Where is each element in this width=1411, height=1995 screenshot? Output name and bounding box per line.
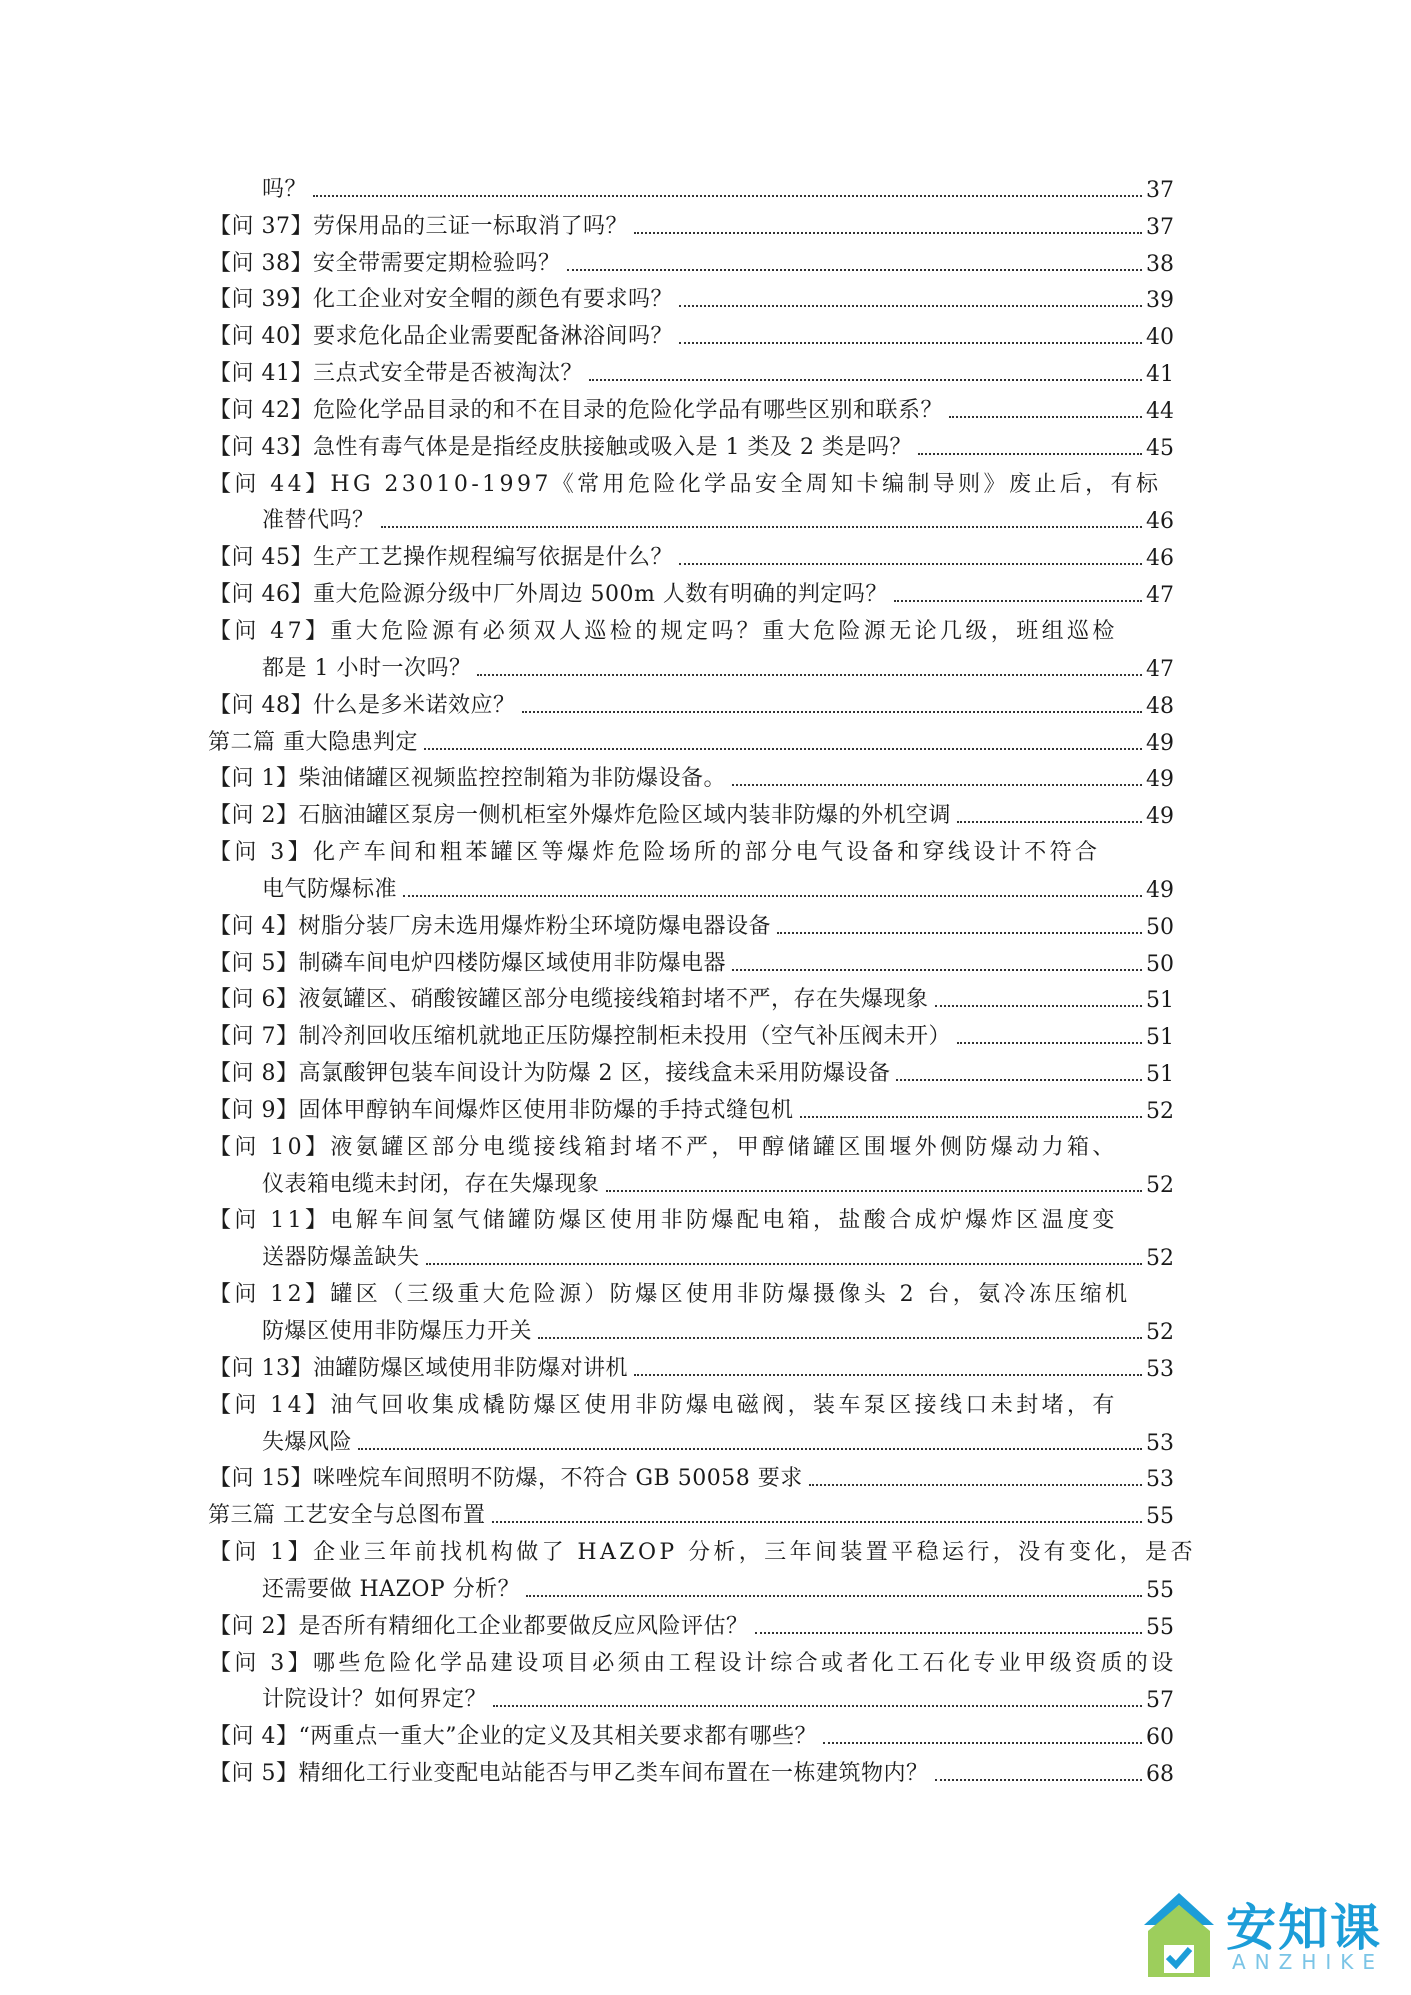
dot-leader	[477, 674, 1142, 676]
toc-entry-title: 【问 42】危险化学品目录的和不在目录的危险化学品有哪些区别和联系？	[209, 397, 943, 423]
toc-page-number: 52	[1146, 1098, 1174, 1124]
toc-entry[interactable]	[209, 1275, 1174, 1312]
dot-leader	[809, 1484, 1142, 1486]
toc-page-number: 53	[1146, 1467, 1174, 1493]
dot-leader	[426, 1263, 1142, 1265]
logo-name: 安知课	[1226, 1899, 1382, 1957]
toc-entry-title: 防爆区使用非防爆压力开关	[262, 1319, 533, 1344]
toc-entry[interactable]	[209, 981, 1174, 1018]
dot-leader	[358, 1448, 1142, 1450]
toc-entry-title: 【问 2】是否所有精细化工企业都要做反应风险评估？	[209, 1613, 749, 1639]
toc-page-number: 37	[1146, 214, 1174, 240]
dot-leader	[732, 784, 1142, 786]
dot-leader	[935, 1779, 1143, 1781]
toc-entry-title: 【问 6】液氨罐区、硝酸铵罐区部分电缆接线箱封堵不严，存在失爆现象	[209, 987, 929, 1013]
toc-entry-title: 送器防爆盖缺失	[262, 1245, 420, 1271]
toc-entry[interactable]	[209, 317, 1174, 354]
dot-leader	[634, 1374, 1142, 1376]
toc-entry-title: 【问 4】树脂分装厂房未选用爆炸粉尘环境防爆电器设备	[209, 913, 771, 939]
toc-entry-title: 【问 1】柴油储罐区视频监控控制箱为非防爆设备。	[209, 766, 726, 792]
toc-entry[interactable]	[209, 207, 1174, 244]
toc-entry-title: 【问 11】电解车间氢气储罐防爆区使用非防爆配电箱，盐酸合成炉爆炸区温度变	[209, 1208, 1118, 1234]
toc-entry-title: 【问 2】石脑油罐区泵房一侧机柜室外爆炸危险区域内装非防爆的外机空调	[209, 803, 951, 829]
toc-entry[interactable]	[262, 1165, 1174, 1202]
dot-leader	[606, 1190, 1142, 1192]
toc-entry[interactable]	[209, 538, 1174, 575]
toc-entry[interactable]	[262, 170, 1174, 207]
toc-entry[interactable]	[209, 575, 1174, 612]
dot-leader	[949, 416, 1142, 418]
toc-entry-title: 计院设计？如何界定？	[262, 1687, 488, 1713]
toc-page-number: 52	[1146, 1320, 1174, 1345]
toc-entry-title: 【问 47】重大危险源有必须双人巡检的规定吗？重大危险源无论几级，班组巡检	[209, 618, 1118, 644]
toc-entry[interactable]	[209, 1091, 1174, 1128]
toc-entry-title: 【问 9】固体甲醇钠车间爆炸区使用非防爆的手持式缝包机	[209, 1097, 794, 1123]
toc-page-number: 49	[1146, 767, 1174, 793]
toc-entry[interactable]	[209, 1717, 1174, 1754]
toc-entry[interactable]	[262, 1681, 1174, 1718]
toc-entry[interactable]	[209, 686, 1174, 723]
dot-leader	[957, 821, 1142, 823]
dot-leader	[918, 453, 1142, 455]
dot-leader	[381, 526, 1142, 528]
dot-leader	[492, 1521, 1143, 1523]
toc-entry-title: 【问 3】哪些危险化学品建设项目必须由工程设计综合或者化工石化专业甲级资质的设	[209, 1650, 1177, 1676]
toc-page-number: 40	[1146, 325, 1174, 351]
toc-entry[interactable]	[209, 760, 1174, 797]
toc-entry-title: 吗？	[262, 176, 308, 202]
toc-entry-title: 【问 10】液氨罐区部分电缆接线箱封堵不严，甲醇储罐区围堰外侧防爆动力箱、	[209, 1134, 1118, 1160]
toc-chapter[interactable]	[208, 723, 1174, 760]
toc-entry-title: 【问 40】要求危化品企业需要配备淋浴间吗？	[209, 324, 673, 350]
toc-entry-title: 【问 4】“两重点一重大”企业的定义及其相关要求都有哪些？	[209, 1724, 817, 1750]
toc-entry-title: 失爆风险	[262, 1429, 353, 1455]
toc-page-number: 41	[1146, 362, 1174, 388]
toc-entry[interactable]	[209, 1386, 1174, 1423]
toc-entry-title: 【问 44】HG 23010-1997《常用危险化学品安全周知卡编制导则》废止后，有标	[209, 471, 1162, 497]
toc-entry-title: 还需要做 HAZOP 分析？	[262, 1576, 521, 1602]
dot-leader	[679, 305, 1142, 307]
toc-entry-title: 【问 5】精细化工行业变配电站能否与甲乙类车间布置在一栋建筑物内？	[209, 1761, 929, 1787]
toc-entry[interactable]	[209, 1128, 1174, 1165]
dot-leader	[634, 232, 1142, 234]
toc-entry[interactable]	[209, 244, 1174, 281]
dot-leader	[313, 195, 1142, 197]
toc-page-number: 37	[1146, 177, 1174, 203]
toc-page-number: 52	[1146, 1246, 1174, 1272]
dot-leader	[589, 379, 1142, 381]
dot-leader	[896, 1079, 1142, 1081]
toc-page-number: 48	[1146, 693, 1174, 719]
toc-entry[interactable]	[209, 391, 1174, 428]
toc-entry-title: 【问 8】高氯酸钾包装车间设计为防爆 2 区，接线盒未采用防爆设备	[209, 1061, 891, 1087]
toc-entry[interactable]	[209, 944, 1174, 981]
table-of-contents	[0, 170, 1411, 1791]
toc-entry-title: 【问 1】企业三年前找机构做了 HAZOP 分析，三年间装置平稳运行，没有变化，是否	[209, 1540, 1196, 1566]
toc-page-number: 60	[1146, 1725, 1174, 1751]
toc-entry[interactable]	[209, 1349, 1174, 1386]
toc-entry-title: 【问 12】罐区（三级重大危险源）防爆区使用非防爆摄像头 2 台，氨冷冻压缩机	[209, 1282, 1131, 1308]
toc-page-number: 51	[1146, 988, 1174, 1014]
toc-entry-title: 第三篇 工艺安全与总图布置	[208, 1503, 486, 1529]
toc-entry[interactable]	[209, 428, 1174, 465]
toc-entry[interactable]	[262, 649, 1174, 686]
toc-entry[interactable]	[209, 1054, 1174, 1091]
toc-entry[interactable]	[209, 612, 1174, 649]
dot-leader	[493, 1705, 1142, 1707]
toc-page-number: 49	[1146, 730, 1174, 756]
toc-entry-title: 第二篇 重大隐患判定	[208, 729, 418, 755]
toc-entry[interactable]	[209, 796, 1174, 833]
toc-entry-title: 【问 7】制冷剂回收压缩机就地正压防爆控制柜未投用（空气补压阀未开）	[209, 1024, 951, 1050]
toc-page-number: 50	[1146, 951, 1174, 977]
toc-entry[interactable]	[209, 1644, 1177, 1681]
toc-page-number: 39	[1146, 288, 1174, 314]
toc-page-number: 46	[1146, 509, 1174, 535]
toc-entry[interactable]	[209, 907, 1174, 944]
dot-leader	[403, 895, 1142, 897]
toc-page-number: 55	[1146, 1504, 1174, 1530]
toc-page-number: 47	[1146, 583, 1174, 609]
toc-page-number: 53	[1146, 1356, 1174, 1382]
toc-entry-title: 【问 39】化工企业对安全帽的颜色有要求吗？	[209, 287, 673, 313]
dot-leader	[823, 1742, 1142, 1744]
dot-leader	[935, 1005, 1143, 1007]
toc-entry[interactable]	[209, 281, 1174, 318]
toc-entry-title: 【问 45】生产工艺操作规程编写依据是什么？	[209, 545, 673, 571]
dot-leader	[894, 600, 1142, 602]
toc-entry[interactable]	[262, 1423, 1174, 1460]
toc-page-number: 46	[1146, 546, 1174, 572]
dot-leader	[755, 1632, 1143, 1634]
dot-leader	[538, 1337, 1142, 1339]
toc-entry-title: 都是 1 小时一次吗？	[262, 655, 472, 681]
toc-entry-title: 【问 13】油罐防爆区域使用非防爆对讲机	[209, 1355, 628, 1381]
toc-page-number: 53	[1146, 1430, 1174, 1456]
toc-entry-title: 【问 37】劳保用品的三证一标取消了吗？	[209, 213, 628, 239]
dot-leader	[567, 269, 1143, 271]
toc-page-number: 44	[1146, 398, 1174, 424]
toc-page-number: 55	[1146, 1577, 1174, 1603]
dot-leader	[800, 1116, 1143, 1118]
toc-entry[interactable]	[209, 1017, 1174, 1054]
toc-entry-title: 仪表箱电缆未封闭，存在失爆现象	[262, 1171, 600, 1197]
toc-entry[interactable]	[209, 1460, 1174, 1497]
toc-page-number: 57	[1146, 1688, 1174, 1714]
dot-leader	[679, 563, 1142, 565]
toc-entry[interactable]	[209, 1754, 1174, 1791]
toc-page-number: 51	[1146, 1062, 1174, 1088]
toc-entry[interactable]	[209, 354, 1174, 391]
dot-leader	[732, 969, 1142, 971]
toc-entry[interactable]	[262, 1238, 1174, 1275]
toc-entry-title: 【问 14】油气回收集成橇防爆区使用非防爆电磁阀，装车泵区接线口未封堵，有	[209, 1392, 1118, 1418]
toc-entry-title: 【问 5】制磷车间电炉四楼防爆区域使用非防爆电器	[209, 950, 726, 976]
dot-leader	[957, 1042, 1142, 1044]
toc-page-number: 45	[1146, 435, 1174, 461]
toc-page-number: 68	[1146, 1762, 1174, 1788]
toc-page-number: 38	[1146, 251, 1174, 277]
toc-page-number: 47	[1146, 656, 1174, 682]
toc-entry-title: 【问 48】什么是多米诺效应？	[209, 692, 516, 718]
toc-entry-title: 【问 46】重大危险源分级中厂外周边 500m 人数有明确的判定吗？	[209, 582, 888, 608]
toc-entry[interactable]	[209, 465, 1174, 502]
dot-leader	[522, 711, 1143, 713]
toc-entry[interactable]	[209, 1607, 1174, 1644]
toc-entry-title: 准替代吗？	[262, 508, 375, 534]
dot-leader	[424, 748, 1142, 750]
toc-entry[interactable]	[209, 1533, 1196, 1570]
toc-page-number: 55	[1146, 1614, 1174, 1640]
toc-entry[interactable]	[262, 502, 1174, 539]
dot-leader	[679, 342, 1142, 344]
toc-page-number: 51	[1146, 1025, 1174, 1051]
toc-entry-title: 【问 41】三点式安全带是否被淘汰？	[209, 361, 583, 387]
toc-entry-title: 【问 43】急性有毒气体是是指经皮肤接触或吸入是 1 类及 2 类是吗？	[209, 434, 912, 460]
toc-entry[interactable]	[262, 1312, 1174, 1349]
toc-page-number: 52	[1146, 1172, 1174, 1198]
toc-page-number: 49	[1146, 877, 1174, 903]
toc-entry-title: 【问 38】安全带需要定期检验吗？	[209, 250, 561, 276]
logo-subtitle: ANZHIKE	[1232, 1950, 1385, 1974]
toc-page-number: 49	[1146, 804, 1174, 830]
toc-entry[interactable]	[262, 1570, 1174, 1607]
toc-page-number: 50	[1146, 914, 1174, 940]
toc-entry[interactable]	[209, 833, 1174, 870]
toc-entry-title: 【问 15】咪唑烷车间照明不防爆，不符合 GB 50058 要求	[209, 1466, 803, 1492]
toc-entry-title: 【问 3】化产车间和粗苯罐区等爆炸危险场所的部分电气设备和穿线设计不符合	[209, 840, 1101, 866]
toc-chapter[interactable]	[208, 1496, 1174, 1533]
dot-leader	[526, 1595, 1142, 1597]
dot-leader	[777, 932, 1142, 934]
toc-entry-title: 电气防爆标准	[262, 876, 398, 902]
toc-entry[interactable]	[262, 870, 1174, 907]
toc-entry[interactable]	[209, 1202, 1174, 1239]
